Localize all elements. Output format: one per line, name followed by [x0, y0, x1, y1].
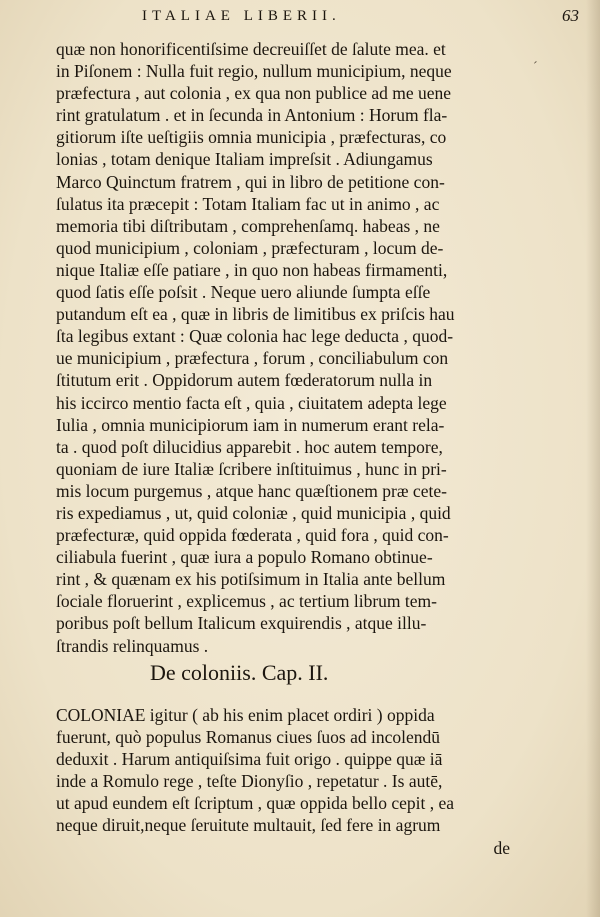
text-line: rint gratulatum . et in ſecunda in Antonium : Horum fla-: [56, 105, 448, 126]
text-line: poribus poſt bellum Italicum exquirendis , atque illu-: [56, 613, 427, 634]
text-line: præfecturæ, quid oppida fœderata , quid fora , quid con-: [56, 525, 449, 546]
text-line: ue municipium , præfectura , forum , conciliabulum con: [56, 348, 449, 369]
text-line: deduxit . Harum antiquiſsima fuit origo . quippe quæ iā: [56, 749, 443, 770]
text-line: ciliabula fuerint , quæ iura a populo Romano obtinue-: [56, 547, 433, 568]
running-head: ITALIAE LIBERII.: [142, 8, 341, 24]
text-line: inde a Romulo rege , teſte Dionyſio , repetatur . Is autē,: [56, 771, 443, 792]
text-line: neque diruit,neque ſeruitute multauit, ſed fere in agrum: [56, 815, 441, 836]
text-line: in Piſonem : Nulla fuit regio, nullum municipium, neque: [56, 61, 452, 82]
text-line: quod ſatis eſſe poſsit . Neque uero aliunde ſumpta eſſe: [56, 282, 431, 303]
chapter-heading: De coloniis. Cap. II.: [150, 660, 329, 685]
text-line: ſtitutum erit . Oppidorum autem fœderatorum nulla in: [56, 370, 433, 391]
text-line: ut apud eundem eſt ſcriptum , quæ oppida bello cepit , ea: [56, 793, 455, 814]
text-line: ſtrandis relinquamus .: [56, 635, 209, 656]
text-line: putandum eſt ea , quæ in libris de limitibus ex priſcis hau: [56, 304, 455, 325]
catchword: de: [493, 837, 510, 858]
text-line: præfectura , aut colonia , ex qua non publice ad me uene: [56, 83, 452, 104]
text-line: ſulatus ita præcepit : Totam Italiam fac ut in animo , ac: [56, 193, 440, 214]
text-line: fuerunt, quò populus Romanus ciues ſuos ad incolendū: [56, 727, 440, 748]
page-header: [0, 6, 600, 34]
text-line: quoniam de iure Italiæ ſcribere inſtituimus , hunc in pri-: [56, 458, 447, 479]
text-line: mis locum purgemus , atque hanc quæſtionem præ cete-: [56, 480, 447, 501]
text-line: his iccirco mentio facta eſt , quia , ciuitatem adepta lege: [56, 392, 447, 413]
text-line: Iulia , omnia municipiorum iam in numerum erant rela-: [56, 414, 445, 435]
text-line: ta . quod poſt dilucidius apparebit . hoc autem tempore,: [56, 436, 443, 457]
text-block-2: [56, 704, 516, 859]
text-line: quæ non honorificentiſsime decreuiſſet de ſalute mea. et: [56, 39, 446, 59]
text-line: memoria tibi diſtributam , comprehenſamq. habeas , ne: [56, 215, 440, 236]
text-line: ſta legibus extant : Quæ colonia hac lege deducta , quod-: [56, 326, 454, 347]
text-line: quod municipium , coloniam , præfecturam , locum de-: [56, 237, 444, 258]
page-edge-shadow: [586, 0, 600, 917]
text-line: ſociale floruerint , explicemus , ac tertium librum tem-: [56, 591, 437, 612]
text-line: rint , & quænam ex his potiſsimum in Italia ante bellum: [56, 569, 446, 590]
text-line: gitiorum iſte ueſtigiis omnia municipia , præfecturas, co: [56, 127, 447, 148]
text-line: nique Italiæ eſſe patiare , in quo non habeas firmamenti,: [56, 259, 448, 280]
text-block-1: [56, 38, 516, 657]
text-line: COLONIAE igitur ( ab his enim placet ordiri ) oppida: [56, 705, 435, 725]
margin-mark: ´: [533, 60, 538, 75]
text-line: lonias , totam denique Italiam impreſsit . Adiungamus: [56, 149, 433, 170]
text-line: ris expediamus , ut, quid coloniæ , quid municipia , quid: [56, 502, 451, 523]
text-line: Marco Quinctum fratrem , qui in libro de petitione con-: [56, 171, 445, 192]
page-number: 63: [562, 6, 579, 25]
